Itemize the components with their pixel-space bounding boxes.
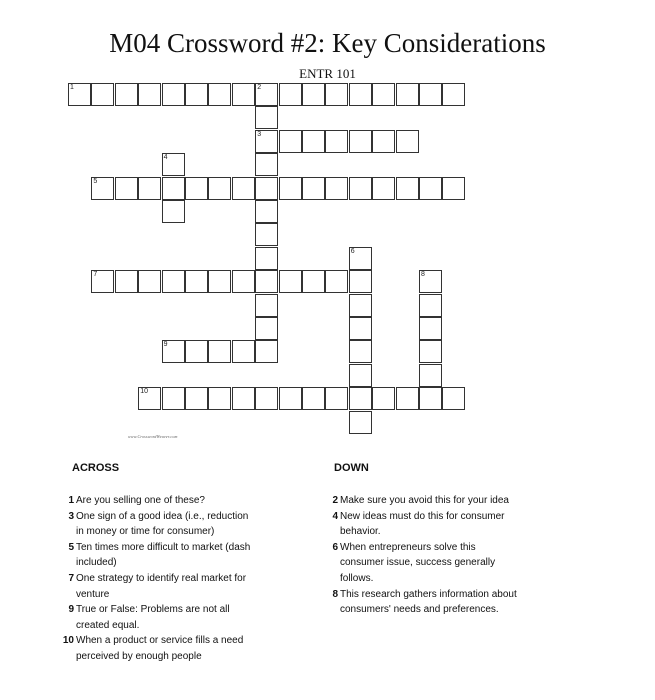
down-clue (326, 509, 586, 540)
grid-cell[interactable] (302, 387, 325, 410)
grid-cell[interactable] (349, 294, 372, 317)
across-clue (62, 602, 312, 633)
grid-cell[interactable] (255, 270, 278, 293)
grid-cell[interactable] (302, 270, 325, 293)
grid-cell[interactable] (302, 83, 325, 106)
across-clue (62, 540, 312, 571)
grid-cell[interactable] (115, 177, 138, 200)
grid-cell[interactable] (208, 83, 231, 106)
grid-cell[interactable] (68, 83, 91, 106)
down-clue (326, 540, 586, 587)
clue-text: This research gathers information about (340, 588, 517, 600)
grid-cell[interactable] (232, 270, 255, 293)
grid-cell[interactable] (115, 270, 138, 293)
grid-cell[interactable] (185, 83, 208, 106)
grid-cell[interactable] (185, 270, 208, 293)
grid-cell[interactable] (325, 83, 348, 106)
grid-cell[interactable] (255, 247, 278, 270)
puzzle-title: M04 Crossword #2: Key Considerations (109, 28, 546, 58)
grid-cell[interactable] (255, 153, 278, 176)
grid-cell[interactable] (279, 177, 302, 200)
grid-cell[interactable] (442, 83, 465, 106)
clue-text: perceived by enough people (76, 650, 202, 662)
grid-cell[interactable] (279, 130, 302, 153)
grid-cell[interactable] (349, 317, 372, 340)
grid-cell[interactable] (349, 364, 372, 387)
grid-cell[interactable] (208, 270, 231, 293)
grid-cell[interactable] (232, 83, 255, 106)
grid-cell[interactable] (255, 317, 278, 340)
clue-number: 8 (421, 271, 425, 279)
grid-cell[interactable] (349, 387, 372, 410)
grid-cell[interactable] (255, 130, 278, 153)
watermark: www.CrosswordWeaver.com (128, 434, 178, 439)
grid-cell[interactable] (396, 83, 419, 106)
grid-cell[interactable] (255, 106, 278, 129)
grid-cell[interactable] (115, 83, 138, 106)
grid-cell[interactable] (372, 387, 395, 410)
grid-cell[interactable] (185, 177, 208, 200)
grid-cell[interactable] (162, 340, 185, 363)
grid-cell[interactable] (396, 177, 419, 200)
clue-text: True or False: Problems are not all (76, 604, 230, 616)
clue-text: One strategy to identify real market for (76, 572, 247, 584)
grid-cell[interactable] (232, 340, 255, 363)
clue-number: 1 (70, 84, 74, 91)
grid-cell[interactable] (419, 387, 442, 410)
clue-text: One sign of a good idea (i.e., reduction (76, 510, 249, 522)
clue-text: created equal. (76, 619, 140, 631)
down-clue (326, 587, 586, 618)
clue-number: 3 (257, 130, 262, 138)
clue-number: 6 (350, 247, 355, 255)
grid-cell[interactable] (162, 153, 185, 176)
grid-cell[interactable] (349, 247, 372, 270)
clue-number: 1 (68, 495, 74, 506)
grid-cell[interactable] (279, 270, 302, 293)
across-clue (62, 571, 312, 602)
grid-cell[interactable] (419, 340, 442, 363)
grid-cell[interactable] (138, 270, 161, 293)
grid-cell[interactable] (162, 387, 185, 410)
grid-cell[interactable] (208, 340, 231, 363)
grid-cell[interactable] (208, 177, 231, 200)
down-clue (326, 493, 586, 509)
grid-cell[interactable] (232, 177, 255, 200)
grid-cell[interactable] (185, 387, 208, 410)
clue-text: Are you selling one of these? (76, 495, 205, 506)
grid-cell[interactable] (372, 83, 395, 106)
clue-number: 4 (332, 510, 338, 522)
clue-text: New ideas must do this for consumer (340, 510, 505, 522)
grid-cell[interactable] (349, 411, 372, 434)
clue-text: behavior. (340, 526, 381, 538)
across-heading: ACROSS (72, 462, 120, 474)
clue-text: Ten times more difficult to market (dash (76, 541, 251, 553)
grid-cell[interactable] (279, 83, 302, 106)
across-clue-list (62, 493, 312, 665)
grid-cell[interactable] (208, 387, 231, 410)
grid-cell[interactable] (255, 387, 278, 410)
clue-text: follows. (340, 572, 374, 584)
clue-text: consumer issue, success generally (340, 557, 496, 569)
clue-text: When a product or service fills a need (76, 635, 244, 647)
down-heading: DOWN (334, 462, 369, 474)
clue-number: 2 (257, 84, 262, 91)
clue-number: 7 (68, 572, 74, 584)
clue-text: in money or time for consumer) (76, 526, 215, 538)
grid-cell[interactable] (255, 340, 278, 363)
grid-cell[interactable] (91, 83, 114, 106)
grid-cell[interactable] (419, 364, 442, 387)
grid-cell[interactable] (325, 177, 348, 200)
clue-text: venture (76, 588, 110, 600)
clue-number: 2 (332, 495, 338, 506)
grid-cell[interactable] (419, 294, 442, 317)
grid-cell[interactable] (442, 387, 465, 410)
clue-number: 5 (93, 177, 98, 185)
across-clue (62, 633, 312, 664)
grid-cell[interactable] (255, 294, 278, 317)
grid-cell[interactable] (162, 177, 185, 200)
grid-cell[interactable] (372, 177, 395, 200)
grid-cell[interactable] (255, 200, 278, 223)
clue-number: 10 (62, 635, 74, 647)
grid-cell[interactable] (255, 223, 278, 246)
grid-cell[interactable] (138, 387, 161, 410)
grid-cell[interactable] (325, 387, 348, 410)
across-clue (62, 509, 312, 540)
clue-number: 4 (163, 154, 168, 162)
grid-cell[interactable] (325, 130, 348, 153)
grid-cell[interactable] (349, 177, 372, 200)
grid-cell[interactable] (372, 130, 395, 153)
grid-cell[interactable] (138, 83, 161, 106)
grid-cell[interactable] (91, 177, 114, 200)
grid-cell[interactable] (349, 270, 372, 293)
grid-cell[interactable] (279, 387, 302, 410)
grid-cell[interactable] (419, 270, 442, 293)
grid-cell[interactable] (185, 340, 208, 363)
grid-cell[interactable] (302, 177, 325, 200)
clue-number: 9 (163, 341, 168, 349)
grid-cell[interactable] (162, 270, 185, 293)
grid-cell[interactable] (325, 270, 348, 293)
grid-cell[interactable] (349, 83, 372, 106)
clue-number: 8 (332, 588, 338, 600)
clue-number: 7 (93, 271, 98, 279)
grid-cell[interactable] (419, 83, 442, 106)
grid-cell[interactable] (91, 270, 114, 293)
clue-text: When entrepreneurs solve this (340, 541, 476, 553)
grid-cell[interactable] (349, 340, 372, 363)
grid-cell[interactable] (255, 83, 278, 106)
grid-cell[interactable] (442, 177, 465, 200)
clue-text: included) (76, 557, 117, 569)
grid-cell[interactable] (349, 130, 372, 153)
grid-cell[interactable] (302, 130, 325, 153)
clue-text: Make sure you avoid this for your idea (340, 495, 509, 506)
grid-cell[interactable] (162, 83, 185, 106)
clue-number: 9 (68, 604, 74, 616)
grid-cell[interactable] (138, 177, 161, 200)
grid-cell[interactable] (396, 130, 419, 153)
grid-cell[interactable] (232, 387, 255, 410)
clue-number: 6 (332, 541, 338, 553)
across-clue (62, 493, 312, 509)
grid-cell[interactable] (419, 317, 442, 340)
grid-cell[interactable] (419, 177, 442, 200)
grid-cell[interactable] (396, 387, 419, 410)
clue-number: 3 (68, 510, 74, 522)
grid-cell[interactable] (162, 200, 185, 223)
clue-number: 10 (140, 388, 148, 396)
clue-number: 5 (68, 541, 74, 553)
clue-text: consumers' needs and preferences. (340, 604, 499, 616)
down-clue-list (326, 493, 586, 618)
grid-cell[interactable] (255, 177, 278, 200)
puzzle-subtitle: ENTR 101 (299, 66, 356, 81)
